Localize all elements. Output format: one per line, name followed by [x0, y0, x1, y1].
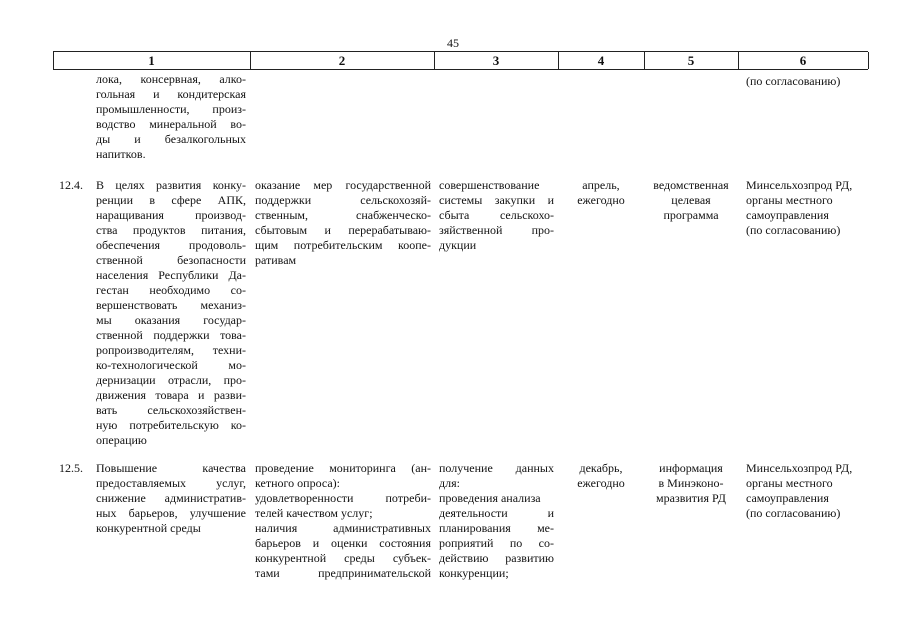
text-line: конкурентной среды субъек-: [255, 551, 431, 565]
text-line: наличия административных: [255, 521, 431, 535]
header-col-6: 6: [799, 53, 807, 68]
text-line: водство минеральной во-: [96, 117, 246, 131]
text-line: наращивания производ-: [96, 208, 246, 222]
table-header-bottom-rule: [53, 69, 868, 70]
text-line: декабрь,: [579, 461, 623, 475]
text-line: ежегодно: [577, 476, 625, 490]
row-col2-text: [255, 178, 431, 268]
text-line: ства продуктов питания,: [96, 223, 246, 237]
text-line: мы оказания государ-: [96, 313, 246, 327]
text-line: Минсельхозпрод РД,: [746, 178, 853, 192]
text-line: промышленности, произ-: [96, 102, 246, 116]
text-line: снижение административ-: [96, 491, 246, 505]
text-line: конкурентной среды: [96, 521, 201, 535]
text-line: ежегодно: [577, 193, 625, 207]
text-line: самоуправления: [746, 208, 829, 222]
text-line: для:: [439, 476, 460, 490]
text-line: ративам: [255, 253, 297, 267]
row-col2-text: [255, 461, 431, 581]
text-line: органы местного: [746, 193, 833, 207]
text-line: проведение мониторинга (ан-: [255, 461, 431, 475]
text-line: сбыта сельскохо-: [439, 208, 554, 222]
text-line: Повышение качества: [96, 461, 246, 475]
row-number: 12.4.: [59, 178, 83, 192]
text-line: мразвития РД: [656, 491, 726, 505]
row-col5-text: [644, 178, 738, 223]
header-col-3: 3: [492, 53, 500, 68]
row-number: 12.5.: [59, 461, 83, 475]
text-line: действию развитию: [439, 551, 554, 565]
text-line: сбытовым и перерабатываю-: [255, 223, 431, 237]
text-line: Минсельхозпрод РД,: [746, 461, 853, 475]
row-col4-text: [558, 178, 644, 208]
header-divider: [868, 52, 869, 69]
text-line: конкуренции;: [439, 566, 509, 580]
text-line: проведения анализа: [439, 491, 541, 505]
text-line: целевая: [671, 193, 711, 207]
row-col1-text: [96, 461, 246, 536]
text-line: информация: [659, 461, 723, 475]
header-col-2: 2: [338, 53, 346, 68]
text-line: барьеров и оценки состояния: [255, 536, 431, 550]
text-line: планирования ме-: [439, 521, 554, 535]
row-col6-text: [746, 178, 868, 238]
text-line: дернизации отрасли, про-: [96, 373, 246, 387]
text-line: В целях развития конку-: [96, 178, 246, 192]
continuation-col6: [746, 74, 868, 89]
text-line: дукции: [439, 238, 477, 252]
text-line: вать сельскохозяйствен-: [96, 403, 246, 417]
text-line: (по согласованию): [746, 506, 841, 520]
text-line: совершенствование: [439, 178, 540, 192]
text-line: (по согласованию): [746, 223, 841, 237]
text-line: телей качеством услуг;: [255, 506, 373, 520]
row-col5-text: [644, 461, 738, 506]
text-line: напитков.: [96, 147, 146, 161]
text-line: программа: [663, 208, 719, 222]
text-line: ко-технологической мо-: [96, 358, 246, 372]
text-line: ственным, снабженческо-: [255, 208, 431, 222]
text-line: гольная и кондитерская: [96, 87, 246, 101]
text-line: (по согласованию): [746, 74, 841, 88]
text-line: оказание мер государственной: [255, 178, 431, 192]
text-line: деятельности и: [439, 506, 554, 520]
text-line: удовлетворенности потреби-: [255, 491, 431, 505]
text-line: обеспечения продоволь-: [96, 238, 246, 252]
row-col6-text: [746, 461, 868, 521]
text-line: ды и безалкогольных: [96, 132, 246, 146]
text-line: гестан необходимо со-: [96, 283, 246, 297]
text-line: ственной поддержки това-: [96, 328, 246, 342]
text-line: вершенствовать механиз-: [96, 298, 246, 312]
text-line: апрель,: [582, 178, 620, 192]
continuation-col1: [96, 72, 246, 162]
text-line: ренции в сфере АПК,: [96, 193, 246, 207]
header-col-5: 5: [687, 53, 695, 68]
text-line: предоставляемых услуг,: [96, 476, 246, 490]
header-col-1: 1: [148, 53, 155, 68]
text-line: движения товара и разви-: [96, 388, 246, 402]
text-line: самоуправления: [746, 491, 829, 505]
header-col-4: 4: [597, 53, 605, 68]
text-line: щим потребительским коопе-: [255, 238, 431, 252]
text-line: ведомственная: [653, 178, 729, 192]
text-line: органы местного: [746, 476, 833, 490]
text-line: в Минэконо-: [658, 476, 724, 490]
text-line: операцию: [96, 433, 147, 447]
text-line: зяйственной про-: [439, 223, 554, 237]
text-line: кетного опроса):: [255, 476, 340, 490]
text-line: поддержки сельскохозяй-: [255, 193, 431, 207]
page-number: 45: [447, 36, 459, 50]
text-line: роприятий по со-: [439, 536, 554, 550]
row-col3-text: [439, 178, 554, 253]
row-col3-text: [439, 461, 554, 581]
text-line: системы закупки и: [439, 193, 554, 207]
text-line: ных барьеров, улучшение: [96, 506, 246, 520]
text-line: ственной безопасности: [96, 253, 246, 267]
row-col1-text: [96, 178, 246, 448]
text-line: тами предпринимательской: [255, 566, 431, 580]
text-line: населения Республики Да-: [96, 268, 246, 282]
text-line: ную потребительскую ко-: [96, 418, 246, 432]
text-line: получение данных: [439, 461, 554, 475]
row-col4-text: [558, 461, 644, 491]
text-line: ропроизводителям, техни-: [96, 343, 246, 357]
text-line: лока, консервная, алко-: [96, 72, 246, 86]
